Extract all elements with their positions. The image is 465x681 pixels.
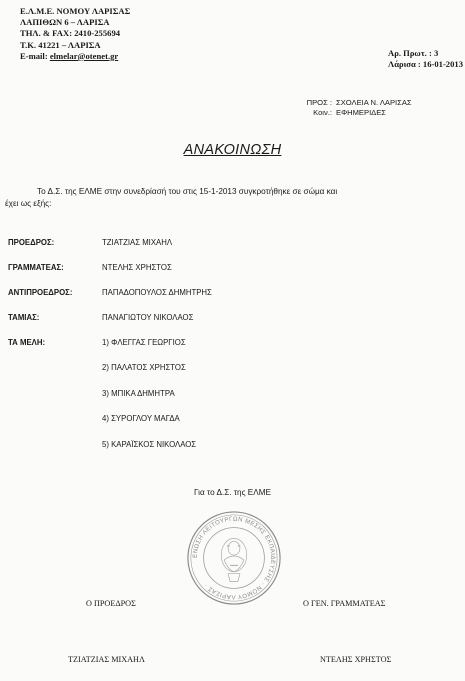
svg-text:ΕΝΩΣΗ ΛΕΙΤΟΥΡΓΩΝ ΜΕΣΗΣ ΕΚΠΑΙΔΕ: ΕΝΩΣΗ ΛΕΙΤΟΥΡΓΩΝ ΜΕΣΗΣ ΕΚΠΑΙΔΕΥΣΗΣ · ΝΟΜΟΥ ΛΑΡΙΣΑΣ ·: [192, 516, 276, 600]
body-line-1: Το Δ.Σ. της ΕΛΜΕ στην συνεδρίασή του στις 15-1-2013 συγκροτήθηκε σε σώμα και: [37, 187, 338, 196]
treasurer-name: ΠΑΝΑΓΙΩΤΟΥ ΝΙΚΟΛΑΟΣ: [102, 313, 194, 322]
seal-stamp-icon: [185, 509, 283, 607]
sender-email-link[interactable]: elmelar@otenet.gr: [49, 50, 119, 61]
announcement-body: [5, 186, 337, 209]
body-line-2: έχει ως εξής:: [5, 198, 52, 208]
sender-postal-code: Τ.Κ. 41221 – ΛΑΡΙΣΑ: [20, 39, 101, 50]
member-item: 5) ΚΑΡΑΪΣΚΟΣ ΝΙΚΟΛΑΟΣ: [102, 440, 197, 449]
secretary-label: ΓΡΑΜΜΑΤΕΑΣ:: [8, 263, 64, 272]
president-signature-role: Ο ΠΡΟΕΔΡΟΣ: [86, 599, 136, 608]
recipient-cc-row: [280, 108, 412, 118]
vice-president-label: ΑΝΤΙΠΡΟΕΔΡΟΣ:: [8, 288, 73, 297]
treasurer-label: ΤΑΜΙΑΣ:: [8, 313, 40, 322]
president-signature-name: ΤΖΙΑΤΖΙΑΣ ΜΙΧΑΗΛ: [68, 655, 145, 664]
president-name: ΤΖΙΑΤΖΙΑΣ ΜΙΧΑΗΛ: [102, 238, 173, 247]
secretary-signature-role: Ο ΓΕΝ. ΓΡΑΜΜΑΤΕΑΣ: [303, 599, 386, 608]
protocol-number: Αρ. Πρωτ. : 3: [388, 48, 439, 58]
sender-address: ΛΑΠΙΘΩΝ 6 – ΛΑΡΙΣΑ: [20, 17, 110, 28]
president-label: ΠΡΟΕΔΡΟΣ:: [8, 238, 55, 247]
secretary-name: ΝΤΕΛΗΣ ΧΡΗΣΤΟΣ: [102, 263, 172, 272]
sender-phone-fax: ΤΗΛ. & FAX: 2410-255694: [20, 28, 121, 39]
recipient-cc-value: ΕΦΗΜΕΡΙΔΕΣ: [336, 108, 387, 117]
secretary-signature-name: ΝΤΕΛΗΣ ΧΡΗΣΤΟΣ: [320, 655, 392, 664]
vice-president-name: ΠΑΠΑΔΟΠΟΥΛΟΣ ΔΗΜΗΤΡΗΣ: [102, 288, 212, 297]
member-item: 1) ΦΛΕΓΓΑΣ ΓΕΩΡΓΙΟΣ: [102, 338, 186, 347]
sender-block: [20, 6, 130, 62]
recipient-to-row: [280, 98, 412, 108]
member-item: 3) ΜΠΙΚΑ ΔΗΜΗΤΡΑ: [102, 389, 175, 398]
reference-block: [388, 48, 463, 70]
sender-email-label: E-mail:: [20, 50, 50, 61]
member-item: 2) ΠΑΛΑΤΟΣ ΧΡΗΣΤΟΣ: [102, 363, 186, 372]
recipient-cc-label: Κοιν.:: [313, 108, 332, 117]
members-label: ΤΑ ΜΕΛΗ:: [8, 338, 46, 347]
recipient-to-value: ΣΧΟΛΕΙΑ Ν. ΛΑΡΙΣΑΣ: [336, 98, 412, 107]
sender-email-row: [20, 51, 130, 62]
recipients-block: [280, 98, 412, 118]
sender-org: Ε.Λ.Μ.Ε. ΝΟΜΟΥ ΛΑΡΙΣΑΣ: [20, 6, 131, 16]
recipient-to-label: ΠΡΟΣ :: [306, 98, 332, 107]
document-date: Λάρισα : 16-01-2013: [388, 59, 463, 70]
signature-for-line: Για το Δ.Σ. της ΕΛΜΕ: [193, 488, 272, 497]
member-item: 4) ΣΥΡΟΓΛΟΥ ΜΑΓΔΑ: [102, 414, 180, 423]
announcement-heading: ΑΝΑΚΟΙΝΩΣΗ: [183, 142, 282, 158]
